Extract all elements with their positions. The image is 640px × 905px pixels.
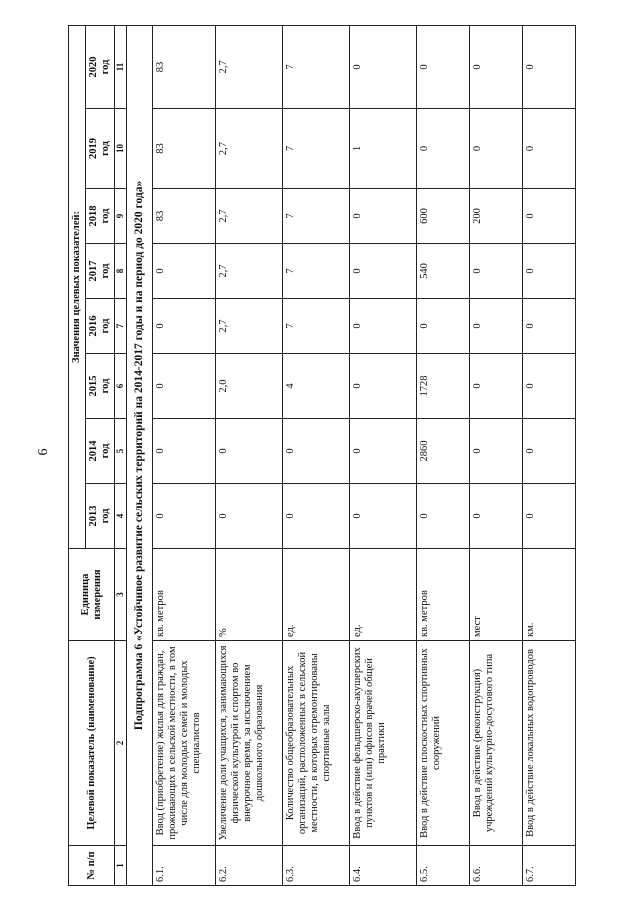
row-value: 0 [416,484,469,549]
row-num: 6.2. [215,846,282,886]
header-row-1 [69,25,86,885]
row-value: 600 [416,189,469,244]
column-number: 9 [115,189,126,244]
year-header: 2019 год [86,109,115,189]
row-value: 0 [522,244,575,299]
column-numbers-row [115,25,126,885]
row-num: 6.4. [349,846,416,886]
row-value: 83 [152,189,215,244]
row-value: 0 [522,419,575,484]
row-value: 0 [469,109,522,189]
row-num: 6.1. [152,846,215,886]
row-value: 2,7 [215,299,282,354]
row-value: 0 [349,189,416,244]
column-number: 10 [115,109,126,189]
column-number: 11 [115,25,126,108]
row-value: 7 [282,244,349,299]
row-value: 7 [282,189,349,244]
subprogram-title: Подпрограмма 6 «Устойчивое развитие сельских территорий на 2014-2017 годы и на период до 2020 года» [126,25,152,885]
row-value: 7 [282,109,349,189]
row-value: 0 [416,109,469,189]
row-num: 6.7. [522,846,575,886]
row-num: 6.5. [416,846,469,886]
row-name: Ввод (приобретение) жилья для граждан, проживающих в сельской местности, в том числе для молодых семей и молодых специалистов [152,641,215,846]
table-row [215,25,282,885]
row-value: 0 [349,25,416,108]
page-number: 6 [36,448,51,456]
row-unit: % [215,549,282,641]
row-value: 7 [282,299,349,354]
target-indicators-table [68,25,576,886]
column-number: 6 [115,354,126,419]
column-number: 4 [115,484,126,549]
column-number: 2 [115,641,126,846]
row-num: 6.6. [469,846,522,886]
table-row [152,25,215,885]
row-value: 0 [152,419,215,484]
row-value: 0 [152,484,215,549]
row-name: Ввод в действие локальных водопроводов [522,641,575,846]
row-unit: ед. [349,549,416,641]
table-row [282,25,349,885]
row-value: 0 [215,419,282,484]
row-value: 83 [152,25,215,108]
row-value: 0 [152,354,215,419]
table-row [469,25,522,885]
row-value: 0 [416,299,469,354]
row-unit: кв. метров [416,549,469,641]
row-value: 200 [469,189,522,244]
row-value: 0 [522,189,575,244]
year-header: 2018 год [86,189,115,244]
row-name: Ввод в действие (реконструкция) учреждений культурно-досугового типа [469,641,522,846]
row-name: Увеличение доли учащихся, занимающихся физической культурой и спортом во внеурочное время, за исключением дошкольного образования [215,641,282,846]
header-indicator: Целевой показатель (наименование) [69,641,115,846]
row-value: 0 [349,419,416,484]
subprogram-row [126,25,152,885]
row-unit: кв. метров [152,549,215,641]
row-value: 0 [152,244,215,299]
row-value: 83 [152,109,215,189]
year-header: 2017 год [86,244,115,299]
column-number: 3 [115,549,126,641]
row-value: 1728 [416,354,469,419]
row-value: 0 [349,299,416,354]
year-header: 2015 год [86,354,115,419]
row-name: Ввод в действие фельдшерско-акушерских пунктов и (или) офисов врачей общей практики [349,641,416,846]
table-row [349,25,416,885]
row-value: 4 [282,354,349,419]
row-value: 0 [522,354,575,419]
row-name: Количество общеобразовательных организаций, расположенных в сельской местности, в которых отремонтированы спортивные залы [282,641,349,846]
row-value: 7 [282,25,349,108]
row-value: 0 [522,109,575,189]
row-value: 2,7 [215,109,282,189]
table-row [416,25,469,885]
row-value: 0 [522,25,575,108]
table-row [522,25,575,885]
row-unit: км. [522,549,575,641]
row-value: 0 [282,419,349,484]
row-value: 0 [349,354,416,419]
column-number: 7 [115,299,126,354]
row-value: 2,7 [215,25,282,108]
row-value: 0 [522,299,575,354]
row-value: 0 [469,484,522,549]
row-value: 0 [469,299,522,354]
row-name: Ввод в действие плоскостных спортивных сооружений [416,641,469,846]
header-unit: Единица измерения [69,549,115,641]
column-number: 1 [115,846,126,886]
header-num: № п/п [69,846,115,886]
row-value: 0 [349,484,416,549]
year-header: 2020 год [86,25,115,108]
row-unit: ед. [282,549,349,641]
row-value: 0 [416,25,469,108]
row-value: 0 [349,244,416,299]
year-header: 2014 год [86,419,115,484]
rotated-page [68,26,628,886]
row-value: 2860 [416,419,469,484]
header-values-group: Значения целевых показателей: [69,25,86,548]
row-value: 0 [152,299,215,354]
row-value: 0 [469,244,522,299]
row-value: 2,0 [215,354,282,419]
row-value: 0 [215,484,282,549]
row-value: 2,7 [215,244,282,299]
row-value: 540 [416,244,469,299]
column-number: 5 [115,419,126,484]
row-value: 0 [469,354,522,419]
row-value: 0 [469,25,522,108]
column-number: 8 [115,244,126,299]
row-num: 6.3. [282,846,349,886]
row-value: 2,7 [215,189,282,244]
row-value: 1 [349,109,416,189]
year-header: 2016 год [86,299,115,354]
row-value: 0 [282,484,349,549]
row-value: 0 [469,419,522,484]
year-header: 2013 год [86,484,115,549]
row-unit: мест [469,549,522,641]
row-value: 0 [522,484,575,549]
